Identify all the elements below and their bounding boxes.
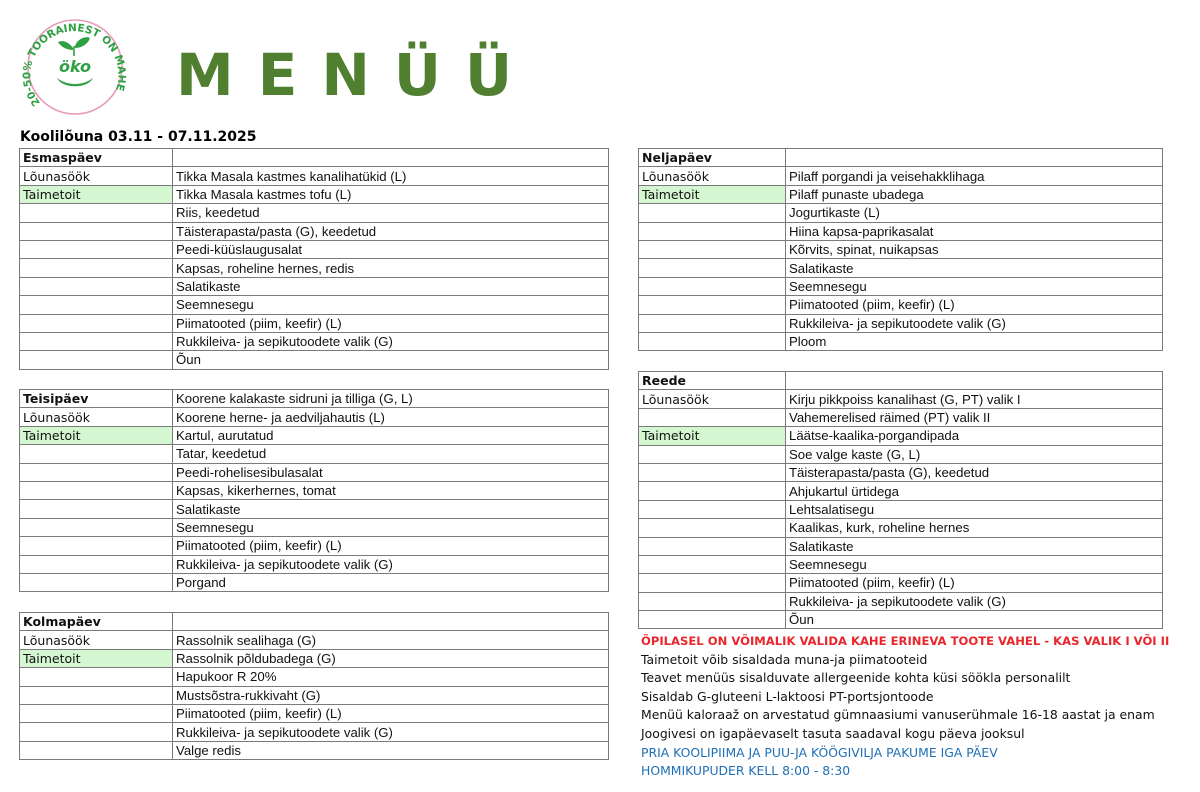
menu-row [639,555,1163,573]
menu-row [20,240,609,258]
meal-type-label [20,723,173,741]
menu-period: Koolilõuna 03.11 - 07.11.2025 [20,129,257,145]
note-allergens: Teavet menüüs sisalduvate allergeenide kohta küsi söökla personalilt [641,670,1071,686]
meal-type-label [639,240,786,258]
menu-item: Rukkileiva- ja sepikutoodete valik (G) [786,592,1163,610]
menu-row [20,668,609,686]
meal-type-label: Taimetoit [20,649,173,667]
menu-item: Piimatooted (piim, keefir) (L) [173,704,609,722]
meal-type-label [639,463,786,481]
menu-item: Kirju pikkpoiss kanalihast (G, PT) valik I [786,390,1163,408]
menu-item: Rassolnik sealihaga (G) [173,631,609,649]
menu-row [20,573,609,591]
menu-row [20,481,609,499]
menu-row [639,408,1163,426]
menu-item: Salatikaste [173,277,609,295]
menu-item: Valge redis [173,741,609,759]
menu-item: Täisterapasta/pasta (G), keedetud [173,222,609,240]
meal-type-label [20,573,173,591]
meal-type-label [639,445,786,463]
meal-type-label [20,240,173,258]
meal-type-label [20,704,173,722]
menu-row [20,518,609,536]
menu-item: Kapsas, roheline hernes, redis [173,259,609,277]
meal-type-label [639,296,786,314]
menu-row [20,185,609,203]
meal-type-label [20,481,173,499]
note-school-milk: PRIA KOOLIPIIMA JA PUU-JA KÖÖGIVILJA PAKUME IGA PÄEV [641,744,998,760]
menu-item: Soe valge kaste (G, L) [786,445,1163,463]
day-name: Neljapäev [639,149,786,167]
menu-row [20,332,609,350]
menu-item: Tikka Masala kastmes kanalihatükid (L) [173,167,609,185]
menu-item: Piimatooted (piim, keefir) (L) [786,574,1163,592]
day-table-neljapaev [638,148,1163,351]
meal-type-label [639,592,786,610]
meal-type-label [20,668,173,686]
meal-type-label [20,259,173,277]
meal-type-label [20,537,173,555]
menu-row [639,204,1163,222]
menu-row [20,222,609,240]
day-name: Esmaspäev [20,149,173,167]
menu-item: Salatikaste [173,500,609,518]
menu-item: Vahemerelised räimed (PT) valik II [786,408,1163,426]
menu-item: Peedi-rohelisesibulasalat [173,463,609,481]
day-head-item: Koorene kalakaste sidruni ja tilliga (G, L) [173,390,609,408]
meal-type-label [20,204,173,222]
logo-center-text: öko [58,57,92,76]
menu-row [639,259,1163,277]
menu-row [639,314,1163,332]
menu-row [639,574,1163,592]
menu-item: Lehtsalatisegu [786,500,1163,518]
menu-item: Kaalikas, kurk, roheline hernes [786,519,1163,537]
menu-item: Kõrvits, spinat, nuikapsas [786,240,1163,258]
menu-row [639,463,1163,481]
meal-type-label [639,332,786,350]
meal-type-label [639,555,786,573]
menu-row [639,537,1163,555]
menu-row [639,240,1163,258]
menu-row [20,741,609,759]
meal-type-label [639,482,786,500]
meal-type-label [639,222,786,240]
meal-type-label [20,500,173,518]
menu-item: Mustsõstra-rukkivaht (G) [173,686,609,704]
eco-logo [20,16,130,118]
day-head-item [173,149,609,167]
meal-type-label [20,445,173,463]
meal-type-label: Lõunasöök [20,167,173,185]
day-table-teisipaev [19,389,609,592]
menu-row [639,185,1163,203]
meal-type-label: Lõunasöök [20,631,173,649]
menu-row [20,204,609,222]
day-head-item [786,372,1163,390]
menu-row [639,482,1163,500]
note-allergen-codes: Sisaldab G-gluteeni L-laktoosi PT-portsjontoode [641,688,934,704]
meal-type-label [639,204,786,222]
menu-row [20,537,609,555]
meal-type-label [20,741,173,759]
menu-row [639,332,1163,350]
menu-item: Rukkileiva- ja sepikutoodete valik (G) [786,314,1163,332]
meal-type-label [20,314,173,332]
menu-item: Läätse-kaalika-porgandipada [786,427,1163,445]
menu-row [20,686,609,704]
menu-item: Ploom [786,332,1163,350]
menu-item: Riis, keedetud [173,204,609,222]
menu-item: Pilaff porgandi ja veisehakklihaga [786,167,1163,185]
menu-item: Tatar, keedetud [173,445,609,463]
meal-type-label [639,408,786,426]
menu-row [639,222,1163,240]
menu-item: Kartul, aurutatud [173,426,609,444]
meal-type-label [639,259,786,277]
menu-row [639,296,1163,314]
menu-item: Õun [173,351,609,369]
menu-row [639,390,1163,408]
meal-type-label: Taimetoit [639,185,786,203]
meal-type-label [639,574,786,592]
menu-row [20,723,609,741]
logo-ring-text: 20-50% TOORAINEST ON MAHE [21,22,128,109]
menu-row [639,611,1163,629]
menu-item: Hiina kapsa-paprikasalat [786,222,1163,240]
menu-row [20,408,609,426]
menu-item: Hapukoor R 20% [173,668,609,686]
meal-type-label [20,351,173,369]
note-vegetarian: Taimetoit võib sisaldada muna-ja piimatooteid [641,651,928,667]
day-name: Reede [639,372,786,390]
menu-item: Seemnesegu [173,296,609,314]
menu-item: Koorene herne- ja aedviljahautis (L) [173,408,609,426]
menu-row [639,445,1163,463]
day-table-reede [638,371,1163,629]
meal-type-label [639,500,786,518]
meal-type-label [639,314,786,332]
menu-item: Peedi-küüslaugusalat [173,240,609,258]
menu-item: Salatikaste [786,537,1163,555]
meal-type-label: Taimetoit [20,426,173,444]
meal-type-label [639,537,786,555]
meal-type-label: Lõunasöök [639,390,786,408]
meal-type-label [20,518,173,536]
day-name: Kolmapäev [20,613,173,631]
meal-type-label [20,277,173,295]
menu-row [20,463,609,481]
menu-row [639,427,1163,445]
menu-item: Piimatooted (piim, keefir) (L) [786,296,1163,314]
menu-row [20,351,609,369]
menu-item: Õun [786,611,1163,629]
note-breakfast-porridge: HOMMIKUPUDER KELL 8:00 - 8:30 [641,763,851,779]
menu-item: Tikka Masala kastmes tofu (L) [173,185,609,203]
menu-row [20,445,609,463]
meal-type-label [20,332,173,350]
meal-type-label [639,611,786,629]
menu-row [20,259,609,277]
menu-item: Pilaff punaste ubadega [786,185,1163,203]
menu-row [20,704,609,722]
note-drinking-water: Joogivesi on igapäevaselt tasuta saadaval kogu päeva jooksul [641,725,1025,741]
menu-notes [641,632,1181,781]
note-choice: ÕPILASEL ON VÕIMALIK VALIDA KAHE ERINEVA TOOTE VAHEL - KAS VALIK I VÕI II [641,634,1170,648]
menu-row [20,296,609,314]
menu-item: Rukkileiva- ja sepikutoodete valik (G) [173,723,609,741]
menu-item: Jogurtikaste (L) [786,204,1163,222]
menu-row [639,592,1163,610]
page-title: MENÜÜ [176,41,537,109]
menu-item: Piimatooted (piim, keefir) (L) [173,537,609,555]
menu-item: Kapsas, kikerhernes, tomat [173,481,609,499]
meal-type-label [20,463,173,481]
meal-type-label: Taimetoit [20,185,173,203]
meal-type-label: Lõunasöök [20,408,173,426]
menu-item: Porgand [173,573,609,591]
day-table-esmaspaev [19,148,609,370]
menu-row [20,631,609,649]
menu-item: Seemnesegu [786,555,1163,573]
menu-item: Seemnesegu [173,518,609,536]
menu-row [20,426,609,444]
menu-item: Seemnesegu [786,277,1163,295]
menu-row [20,555,609,573]
meal-type-label: Taimetoit [639,427,786,445]
day-name: Teisipäev [20,390,173,408]
meal-type-label [639,519,786,537]
menu-item: Rukkileiva- ja sepikutoodete valik (G) [173,332,609,350]
menu-row [20,167,609,185]
meal-type-label [20,222,173,240]
day-head-item [786,149,1163,167]
menu-item: Rassolnik põldubadega (G) [173,649,609,667]
note-calories: Menüü kaloraaž on arvestatud gümnaasiumi vanuserühmale 16-18 aastat ja enam [641,707,1155,723]
meal-type-label: Lõunasöök [639,167,786,185]
menu-row [639,167,1163,185]
meal-type-label [20,686,173,704]
day-head-item [173,613,609,631]
meal-type-label [20,296,173,314]
menu-item: Täisterapasta/pasta (G), keedetud [786,463,1163,481]
menu-row [639,277,1163,295]
menu-item: Rukkileiva- ja sepikutoodete valik (G) [173,555,609,573]
menu-row [639,519,1163,537]
menu-row [20,314,609,332]
meal-type-label [639,277,786,295]
meal-type-label [20,555,173,573]
menu-row [20,649,609,667]
menu-row [639,500,1163,518]
menu-item: Salatikaste [786,259,1163,277]
day-table-kolmapaev [19,612,609,760]
menu-row [20,277,609,295]
menu-item: Ahjukartul ürtidega [786,482,1163,500]
menu-item: Piimatooted (piim, keefir) (L) [173,314,609,332]
menu-row [20,500,609,518]
